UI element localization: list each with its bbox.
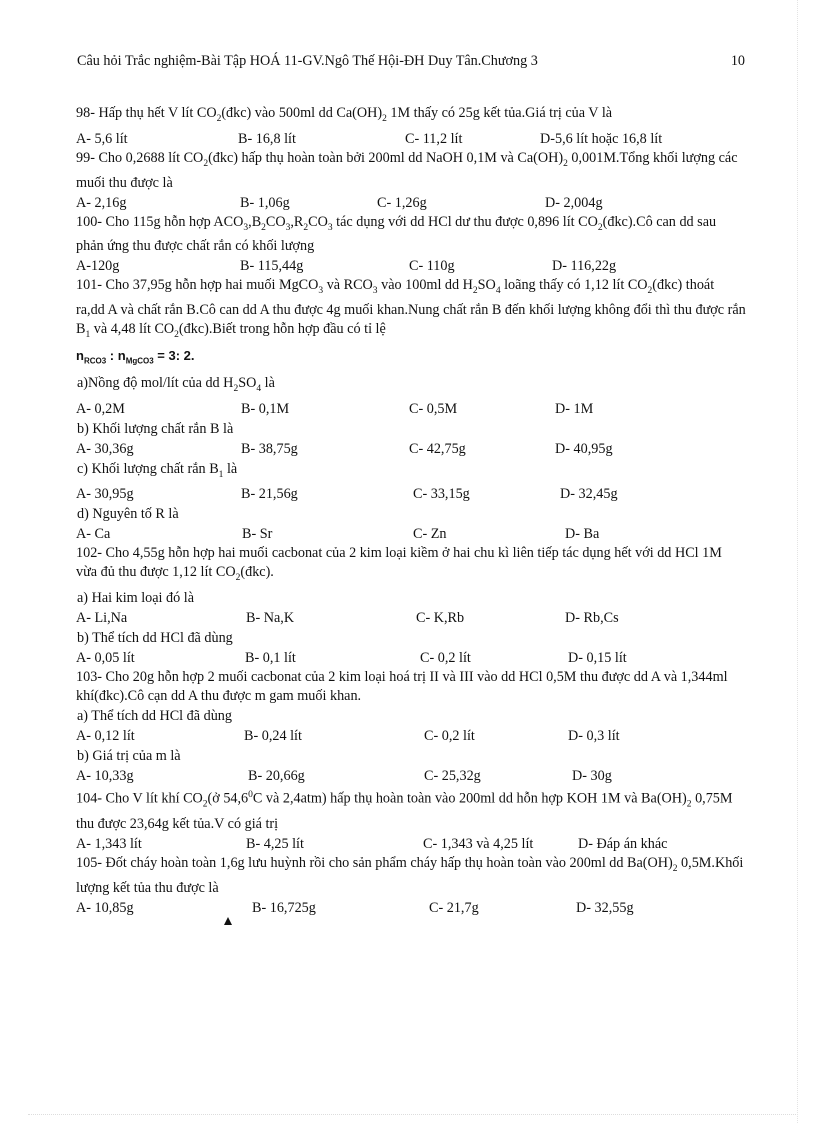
subquestion-c: c) Khối lượng chất rắn $B_1$ là — [77, 460, 238, 480]
option-d[interactable]: D- 2,004g — [545, 194, 603, 211]
option-d[interactable]: D- 40,95g — [555, 440, 613, 457]
option-b[interactable]: B- 4,25 lít — [246, 835, 304, 852]
answer-options — [76, 726, 746, 746]
question-text: 101- Cho 37,95g hỗn hợp hai muối MgCO$_3$ và $RCO_3$ vào 100ml dd $H_2SO_4$ loãng thấy có 1,12 lít $CO_2(đkc)$ thoát ra,dd A và chất rắn B.Cô can dd A thu được 4g muối khan.Nung chất rắn B đến khối lượng không đổi thì thu được rắn $B_1$ và 4,48 lít $CO_2(đkc).Biết$ trong hỗn hợp đầu có tỉ lệ — [76, 277, 746, 341]
subquestion-b: b) Khối lượng chất rắn B là — [77, 420, 234, 437]
question-103 — [76, 668, 746, 786]
answer-options — [76, 439, 746, 459]
option-a[interactable]: A- 0,12 lít — [76, 728, 135, 745]
option-a[interactable]: A- 5,6 lít — [76, 130, 128, 147]
answer-options — [76, 399, 746, 419]
option-d[interactable]: D-5,6 lít hoặc 16,8 lít — [540, 130, 663, 147]
answer-options — [76, 484, 746, 504]
answer-options — [76, 648, 746, 668]
option-d[interactable]: D- 0,3 lít — [568, 728, 620, 745]
option-c[interactable]: C- Zn — [413, 526, 447, 543]
question-list — [76, 104, 746, 918]
option-b[interactable]: B- 16,8 lít — [238, 130, 296, 147]
answer-options — [76, 129, 746, 149]
question-text: 102- Cho 4,55g hỗn hợp hai muối cacbonat của 2 kim loại kiềm ở hai chu kì liên tiếp tác dụng hết với dd HCl 1M vừa đủ thu được 1,12 lít $CO_2(đkc)$. — [76, 545, 722, 584]
option-c[interactable]: C- 21,7g — [429, 899, 479, 916]
question-98 — [76, 104, 746, 149]
subquestion-a: a) Hai kim loại đó là — [77, 590, 195, 607]
page-bottom-border — [28, 1114, 798, 1115]
question-105 — [76, 854, 746, 918]
option-c[interactable]: C- 25,32g — [424, 768, 481, 785]
triangle-marker-icon — [224, 917, 232, 925]
option-c[interactable]: C- 11,2 lít — [405, 130, 463, 147]
answer-options — [76, 766, 746, 786]
option-c[interactable]: C- 1,343 và 4,25 lít — [423, 835, 534, 852]
option-c[interactable]: C- 0,2 lít — [424, 728, 475, 745]
option-b[interactable]: B- 38,75g — [241, 440, 298, 457]
option-b[interactable]: B- Na,K — [246, 610, 295, 627]
question-text: 98- Hấp thụ hết V lít $CO_2(đkc)$ vào 500ml dd $Ca(OH)_2$ 1M thấy có 25g kết tủa.Giá trị của V là — [76, 105, 613, 124]
answer-options — [76, 608, 746, 628]
question-100 — [76, 213, 746, 277]
page-header — [77, 53, 745, 73]
option-b[interactable]: B- 21,56g — [241, 486, 298, 503]
option-a[interactable]: A- 30,95g — [76, 486, 134, 503]
subquestion-a: a)Nồng độ mol/lít của dd $H_2SO_4$ là — [77, 374, 275, 394]
option-c[interactable]: C- 110g — [409, 258, 455, 275]
page-right-border — [797, 0, 798, 1123]
question-text: 105- Đốt cháy hoàn toàn 1,6g lưu huỳnh rồi cho sản phẩm cháy hấp thụ hoàn toàn vào 200ml dd $Ba(OH)_2$ 0,5M.Khối lượng kết tủa thu được là — [76, 854, 744, 896]
subquestion-d: d) Nguyên tố R là — [77, 506, 179, 523]
option-b[interactable]: B- 0,1 lít — [245, 650, 296, 667]
option-b[interactable]: B- 16,725g — [252, 899, 316, 916]
option-d[interactable]: D- Đáp án khác — [578, 835, 668, 852]
question-104 — [76, 786, 746, 854]
option-d[interactable]: D- 32,55g — [576, 899, 634, 916]
question-text: 99- Cho 0,2688 lít $CO_2(đkc)$ hấp thụ hoàn toàn bởi 200ml dd NaOH 0,1M và $Ca(OH)_2$ 0,001M.Tổng khối lượng các muối thu được là — [76, 149, 738, 191]
option-c[interactable]: C- 1,26g — [377, 194, 427, 211]
page-number: 10 — [730, 53, 745, 69]
option-b[interactable]: B- Sr — [242, 526, 273, 543]
option-d[interactable]: D- 0,15 lít — [568, 650, 627, 667]
option-a[interactable]: A- 0,2M — [76, 400, 125, 417]
question-101 — [76, 276, 746, 544]
option-d[interactable]: D- 116,22g — [552, 258, 617, 275]
question-102 — [76, 544, 746, 668]
subquestion-b: b) Giá trị của m là — [77, 748, 181, 765]
molar-ratio: $n_{RCO3}$ : $n_{MgCO3} = 3$: 2. — [76, 348, 195, 366]
option-d[interactable]: D- 30g — [572, 768, 612, 785]
question-text: 103- Cho 20g hỗn hợp 2 muối cacbonat của 2 kim loại hoá trị II và III vào dd HCl 0,5M thu được dd A và 1,344ml khí(đkc).Cô cạn dd A thu được m gam muối khan. — [76, 669, 728, 705]
question-text: 100- Cho 115g hỗn hợp $ACO_3,B_2CO_3,R_2CO_3$ tác dụng với dd HCl dư thu được 0,896 lít $CO_2(đkc).Cô$ can dd sau phản ứng thu được chất rắn có khối lượng — [76, 213, 717, 255]
answer-options — [76, 898, 746, 918]
option-b[interactable]: B- 1,06g — [240, 194, 290, 211]
option-a[interactable]: A- 10,85g — [76, 899, 134, 916]
option-b[interactable]: B- 0,24 lít — [244, 728, 302, 745]
option-d[interactable]: D- Rb,Cs — [565, 610, 619, 627]
answer-options — [76, 193, 746, 213]
answer-options — [76, 524, 746, 544]
subquestion-a: a) Thể tích dd HCl đã dùng — [77, 708, 232, 725]
option-b[interactable]: B- 0,1M — [241, 400, 290, 417]
option-c[interactable]: C- K,Rb — [416, 610, 465, 627]
option-a[interactable]: A- 0,05 lít — [76, 650, 135, 667]
option-a[interactable]: A- Li,Na — [76, 610, 128, 627]
option-d[interactable]: D- 32,45g — [560, 486, 618, 503]
answer-options — [76, 256, 746, 276]
question-text: 104- Cho V lít khí $CO_2(ở$ 54,6$^0$C và 2,4atm) hấp thụ hoàn toàn vào 200ml dd hỗn hợp KOH 1M và $Ba(OH)_2$ 0,75M thu được 23,64g kết tủa.V có giá trị — [76, 790, 733, 832]
question-99 — [76, 149, 746, 213]
subquestion-b: b) Thể tích dd HCl đã dùng — [77, 630, 233, 647]
option-d[interactable]: D- 1M — [555, 400, 594, 417]
option-a[interactable]: A- 2,16g — [76, 194, 127, 211]
option-a[interactable]: A- 30,36g — [76, 440, 134, 457]
option-c[interactable]: C- 0,2 lít — [420, 650, 471, 667]
answer-options — [76, 834, 746, 854]
option-c[interactable]: C- 33,15g — [413, 486, 470, 503]
option-a[interactable]: A- 10,33g — [76, 768, 134, 785]
option-c[interactable]: C- 42,75g — [409, 440, 466, 457]
option-b[interactable]: B- 20,66g — [248, 768, 305, 785]
option-d[interactable]: D- Ba — [565, 526, 600, 543]
header-title: Câu hỏi Trắc nghiệm-Bài Tập HOÁ 11-GV.Ngô Thế Hội-ĐH Duy Tân.Chương 3 — [77, 53, 538, 69]
option-b[interactable]: B- 115,44g — [240, 258, 304, 275]
option-a[interactable]: A-120g — [76, 258, 120, 275]
option-a[interactable]: A- 1,343 lít — [76, 835, 142, 852]
option-c[interactable]: C- 0,5M — [409, 400, 458, 417]
option-a[interactable]: A- Ca — [76, 526, 111, 543]
